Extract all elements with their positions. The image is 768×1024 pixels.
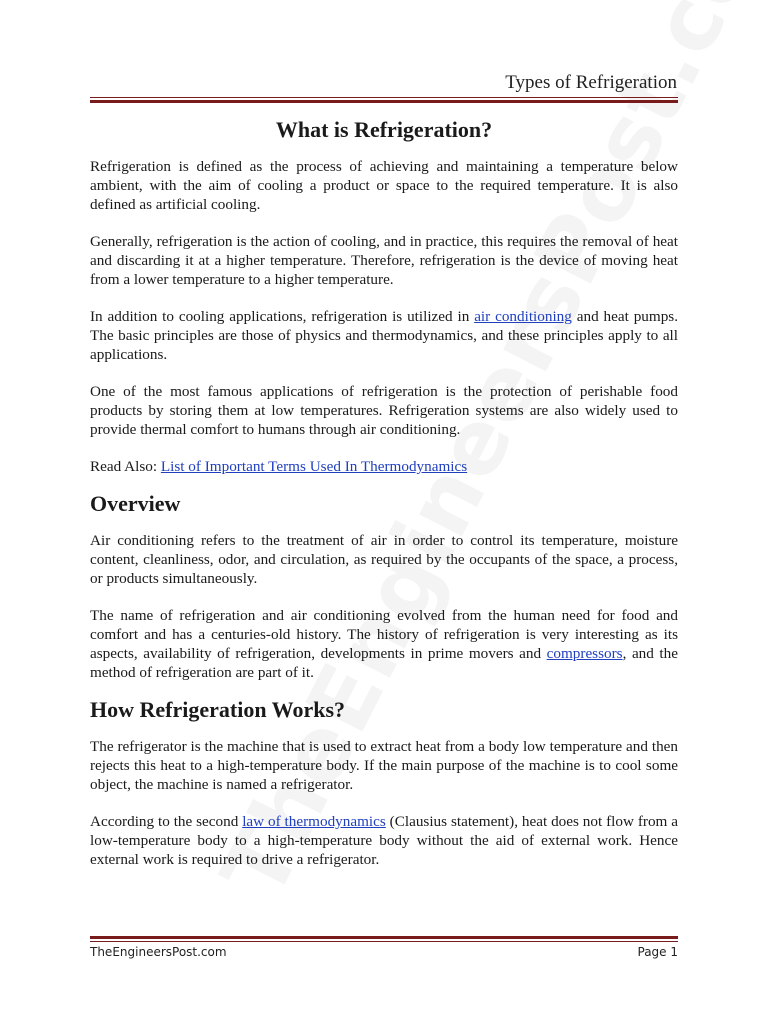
running-header: Types of Refrigeration (505, 72, 677, 93)
heading-how-refrigeration-works: How Refrigeration Works? (90, 697, 346, 722)
read-also: Read Also: List of Important Terms Used In Thermodynamics (90, 458, 468, 475)
footer-rule (90, 936, 678, 942)
heading-overview: Overview (90, 491, 181, 516)
link-compressors[interactable]: compressors (546, 645, 623, 662)
link-air-conditioning[interactable]: air conditioning (474, 308, 572, 325)
paragraph: Generally, refrigeration is the action of cooling, and in practice, this requires the removal of heat and discarding it at a higher temperature. Therefore, refrigeration is the device of moving heat from a lower temperature to a higher temperature. (90, 233, 678, 288)
page-body (90, 112, 678, 887)
heading-what-is-refrigeration: What is Refrigeration? (275, 117, 493, 142)
link-thermodynamics-terms[interactable]: List of Important Terms Used In Thermodynamics (160, 458, 468, 475)
paragraph: Refrigeration is defined as the process of achieving and maintaining a temperature below ambient, with the aim of cooling a product or space to the required temperature. It is also defined as artificial cooling. (90, 158, 678, 213)
paragraph: In addition to cooling applications, refrigeration is utilized in air conditioning and heat pumps. The basic principles are those of physics and thermodynamics, and these principles apply to all applications. (90, 308, 678, 363)
paragraph: One of the most famous applications of refrigeration is the protection of perishable food products by storing them at low temperatures. Refrigeration systems are also widely used to provide thermal comfort to humans through air conditioning. (90, 383, 678, 438)
footer-site: TheEngineersPost.com (90, 945, 227, 959)
paragraph: According to the second law of thermodynamics (Clausius statement), heat does not flow from a low-temperature body to a high-temperature body without the aid of external work. Hence external work is required to drive a refrigerator. (90, 813, 678, 868)
link-law-of-thermodynamics[interactable]: law of thermodynamics (242, 813, 386, 830)
paragraph: The refrigerator is the machine that is used to extract heat from a body low temperature and then rejects this heat to a high-temperature body. If the main purpose of the machine is to cool some object, the machine is named a refrigerator. (90, 738, 678, 793)
footer-page-number: Page 1 (637, 945, 678, 959)
header-rule (90, 97, 678, 103)
paragraph: The name of refrigeration and air conditioning evolved from the human need for food and comfort and has a centuries-old history. The history of refrigeration is very interesting as its aspects, availability of refrigeration, developments in prime movers and compressors, and the method of refrigeration are part of it. (90, 607, 678, 681)
paragraph: Air conditioning refers to the treatment of air in order to control its temperature, moisture content, cleanliness, odor, and circulation, as required by the occupants of the space, a process, or products simultaneously. (90, 532, 678, 587)
